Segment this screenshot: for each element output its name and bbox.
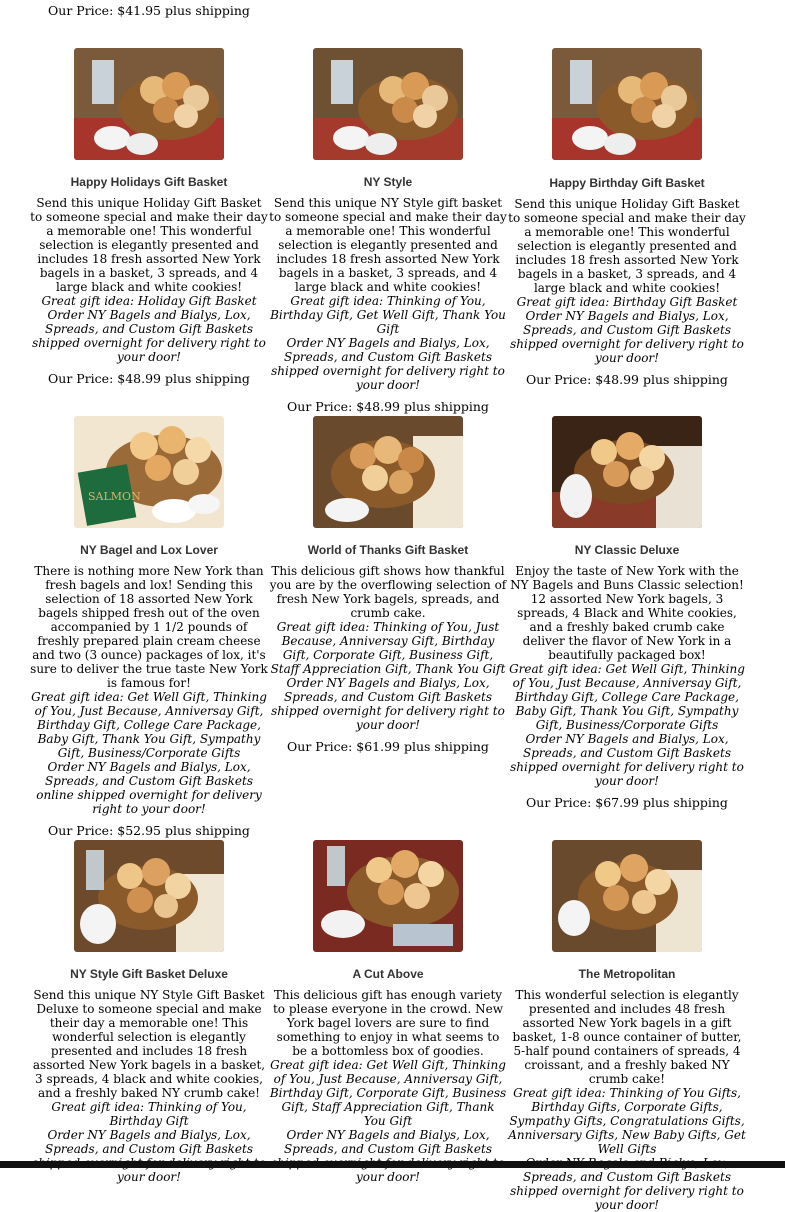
product-image[interactable] [313,840,463,952]
product-image[interactable] [74,840,224,952]
product-price: Our Price: $67.99 plus shipping [526,795,728,810]
product-description: This delicious gift has enough variety to please everyone in the crowd. New York bagel lovers are sure to find something to enjoy in what seems to be a bottomless box of goodies. [272,988,504,1058]
product-card [269,48,507,415]
product-price: Our Price: $48.99 plus shipping [526,372,728,387]
order-note: Order NY Bagels and Bialys, Lox, Spreads, and Custom Gift Baskets shipped overnight for delivery right to your door! [32,308,266,364]
product-price: Our Price: $48.99 plus shipping [287,399,489,414]
svg-text:SALMON: SALMON [88,490,141,503]
product-description: Send this unique Holiday Gift Basket to someone special and make their day a memorable one! This wonderful selection is elegantly presented and includes 18 fresh assorted New York bagels in a basket, 3 spreads, and 4 large black and white cookies! [508,197,746,295]
order-note: Order NY Bagels and Bialys, Lox, Spreads, and Custom Gift Baskets your door! [283,1128,493,1184]
gift-idea: Great gift idea: Thinking of You Gifts, Birthday Gifts, Corporate Gifts, Sympathy Gifts, Congratulations Gifts, Anniversary Gifts, New Baby Gifts, Get Well Gifts [508,1086,746,1156]
product-image[interactable] [552,416,702,528]
product-image[interactable] [74,416,224,528]
order-note: Order NY Bagels and Bialys, Lox, Spreads, and Custom Gift Baskets online shipped overnight for delivery right to your door! [36,760,262,816]
product-card [30,840,268,1184]
product-description: This wonderful selection is elegantly presented and includes 48 fresh assorted New York bagels in a gift basket, 1-8 ounce container of butter, 5-half pound containers of spreads, 4 croissant, and a freshly baked NY crumb cake! [512,988,742,1086]
product-card [269,840,507,1184]
product-card [508,48,746,388]
gift-idea: Great gift idea: Thinking of You, Birthday Gift [51,1100,247,1128]
product-title[interactable]: NY Style Gift Basket Deluxe [70,967,228,981]
product-description: Enjoy the taste of New York with the NY Bagels and Buns Classic selection! 12 assorted New York bagels, 3 spreads, 4 Black and White cookies, and a freshly baked crumb cake deliver the flavor of New York in a beautifully packaged box! [510,564,744,662]
order-note: Order NY Bagels and Bialys, Lox, Spreads, and Custom Gift Baskets your door! [44,1128,254,1184]
product-title[interactable]: A Cut Above [352,967,424,981]
product-description: There is nothing more New York than fresh bagels and lox! Sending this selection of 18 assorted New York bagels shipped fresh out of the oven accompanied by 1 1/2 pounds of freshly prepared plain cream cheese and two (3 ounce) packages of lox, it's sure to deliver the true taste New York is famous for! [30,564,268,690]
gift-idea: Great gift idea: Holiday Gift Basket [41,294,257,308]
product-description: Send this unique NY Style gift basket to someone special and make their day a memorable one! This wonderful selection is elegantly presented and includes 18 fresh assorted New York bagels in a basket, 3 spreads, and 4 large black and white cookies! [269,196,507,294]
product-image[interactable] [552,840,702,952]
order-note: Order NY Bagels and Bialys, Lox, Spreads, and Custom Gift Baskets shipped overnight for delivery right to your door! [271,676,505,732]
product-card [30,416,268,839]
gift-idea: Great gift idea: Thinking of You, Birthday Gift, Get Well Gift, Thank You Gift [270,294,506,336]
gift-idea: Great gift idea: Thinking of You, Just Because, Anniversay Gift, Birthday Gift, Corporate Gift, Business Gift, Staff Appreciation Gift, Thank You Gift [270,620,506,676]
gift-idea: Great gift idea: Get Well Gift, Thinking of You, Just Because, Anniversay Gift, Birthday Gift, College Care Package, Baby Gift, Thank You Gift, Sympathy Gift, Business/Corporate Gifts [31,690,267,760]
product-image[interactable] [74,48,224,160]
product-card [508,840,746,1212]
product-image[interactable] [552,48,702,160]
product-price: Our Price: $61.99 plus shipping [287,739,489,754]
bottom-bar [0,1161,785,1168]
product-title[interactable]: The Metropolitan [578,967,676,981]
product-title[interactable]: NY Style [363,175,413,189]
product-description: Send this unique NY Style Gift Basket Deluxe to someone special and make their day a memorable one! This wonderful selection is elegantly presented and includes 18 fresh assorted New York bagels in a basket, 3 spreads, 4 black and white cookies, and a freshly baked NY crumb cake! [32,988,266,1100]
gift-idea: Great gift idea: Birthday Gift Basket [516,295,738,309]
gift-idea: Great gift idea: Get Well Gift, Thinking of You, Just Because, Anniversay Gift, Birthday Gift, College Care Package, Baby Gift, Thank You Gift, Sympathy Gift, Business/Corporate Gifts [509,662,745,732]
product-description: Send this unique Holiday Gift Basket to someone special and make their day a memorable one! This wonderful selection is elegantly presented and includes 18 fresh assorted New York bagels in a basket, 3 spreads, and 4 large black and white cookies! [30,196,268,294]
product-image[interactable] [313,48,463,160]
product-title[interactable]: Happy Birthday Gift Basket [549,176,705,190]
product-card [30,48,268,387]
order-note: Order NY Bagels and Bialys, Lox, Spreads, and Custom Gift Baskets shipped overnight for delivery right to your door! [271,336,505,392]
product-card [508,416,746,811]
product-price: Our Price: $52.95 plus shipping [48,823,250,838]
order-note: Spreads, and Custom Gift Baskets shipped overnight for delivery right to your door! [510,1170,744,1212]
previous-product-price: Our Price: $41.95 plus shipping [48,3,250,18]
gift-idea: Great gift idea: Get Well Gift, Thinking of You, Just Because, Anniversay Gift, Birthday Gift, Corporate Gift, Business Gift, Staff Appreciation Gift, Thank You Gift [269,1058,507,1128]
product-price: Our Price: $48.99 plus shipping [48,371,250,386]
product-title[interactable]: NY Classic Deluxe [574,543,680,557]
product-description: This delicious gift shows how thankful you are by the overflowing selection of fresh New York bagels, spreads, and crumb cake. [269,564,507,620]
order-note: Order NY Bagels and Bialys, Lox, Spreads, and Custom Gift Baskets shipped overnight for delivery right to your door! [510,732,744,788]
product-title[interactable]: World of Thanks Gift Basket [307,543,469,557]
product-card [269,416,507,755]
product-image[interactable] [313,416,463,528]
order-note: Order NY Bagels and Bialys, Lox, Spreads, and Custom Gift Baskets shipped overnight for delivery right to your door! [510,309,744,365]
product-title[interactable]: Happy Holidays Gift Basket [70,175,228,189]
product-title[interactable]: NY Bagel and Lox Lover [80,543,218,557]
